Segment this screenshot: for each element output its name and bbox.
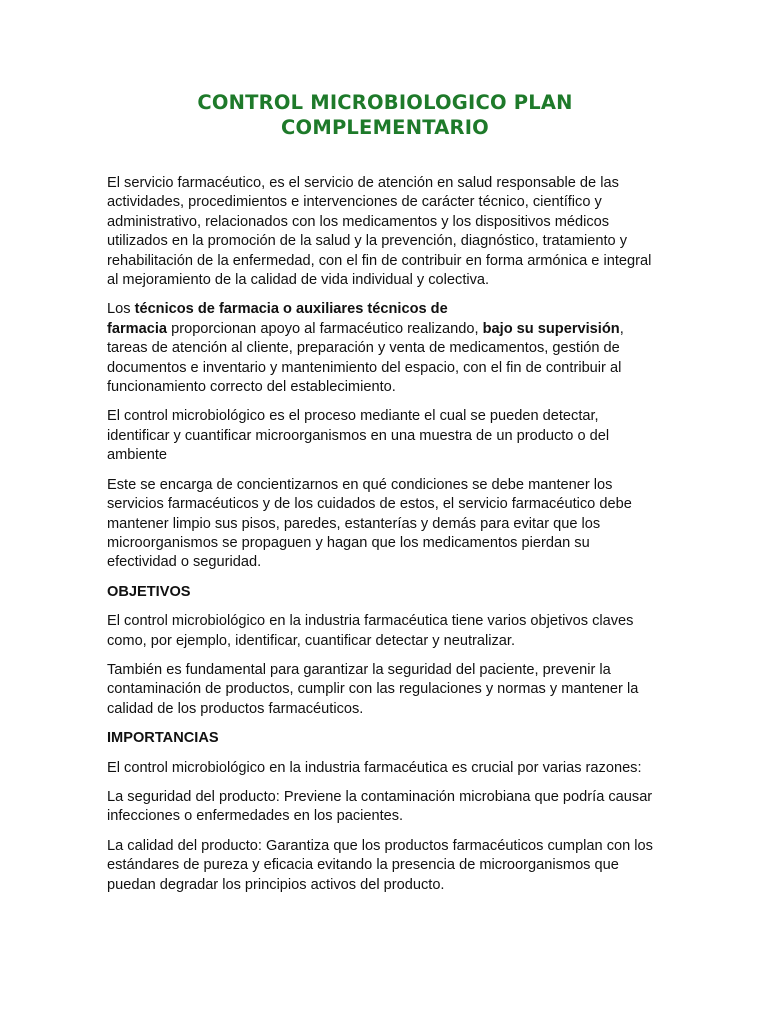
paragraph-concientizar: Este se encarga de concientizarnos en qué condiciones se debe mantener los servicios farmacéuticos y de los cuidados de estos, el servicio farmacéutico debe mantener limpio sus pisos, paredes, estanterías y demás para evitar que los microorganismos se propaguen y hagan que los medicamentos pierdan su efectividad o seguridad. <box>107 476 632 571</box>
document-title <box>107 90 663 140</box>
paragraph-objetivos-claves: El control microbiológico en la industria farmacéutica tiene varios objetivos claves como, por ejemplo, identificar, cuantificar detectar y neutralizar. <box>107 613 634 649</box>
paragraph-servicio-farmaceutico: El servicio farmacéutico, es el servicio de atención en salud responsable de las actividades, procedimientos e intervenciones de carácter técnico, científico y administrativo, relacionados con los medicamentos y los dispositivos médicos utilizados en la promoción de la salud y la prevención, diagnóstico, tratamiento y rehabilitación de la enfermedad, con el fin de contribuir en forma armónica e integral al mejoramiento de la calidad de vida individual y colectiva. <box>107 175 652 289</box>
heading-importancias: IMPORTANCIAS <box>107 730 219 747</box>
title-line-1: CONTROL MICROBIOLOGICO PLAN <box>197 91 573 114</box>
para2-prefix: Los <box>107 301 135 318</box>
para2-middle: proporcionan apoyo al farmacéutico realizando, <box>167 320 483 337</box>
paragraph-crucial: El control microbiológico en la industria farmacéutica es crucial por varias razones: <box>107 759 642 776</box>
paragraph-seguridad-producto: La seguridad del producto: Previene la contaminación microbiana que podría causar infecciones o enfermedades en los pacientes. <box>107 788 653 825</box>
paragraph-calidad-producto: La calidad del producto: Garantiza que los productos farmacéuticos cumplan con los estándares de pureza y eficacia evitando la presencia de microorganismos que puedan degradar los principios activos del producto. <box>107 837 653 893</box>
para2-bold-tecnicos: técnicos de farmacia o auxiliares técnicos de <box>134 301 448 318</box>
para2-suffix: , tareas de atención al cliente, preparación y venta de medicamentos, gestión de documentos e inventario y mantenimiento del espacio, con el fin de contribuir al funcionamiento correcto del establecimiento. <box>107 320 624 396</box>
paragraph-control-definicion: El control microbiológico es el proceso mediante el cual se pueden detectar, identificar y cuantificar microorganismos en una muestra de un producto o del ambiente <box>107 408 610 464</box>
heading-objetivos: OBJETIVOS <box>107 583 191 600</box>
para2-bold-farmacia: farmacia <box>107 320 168 337</box>
title-line-2: COMPLEMENTARIO <box>281 116 489 139</box>
para2-bold-supervision: bajo su supervisión <box>482 320 620 337</box>
paragraph-seguridad-paciente: También es fundamental para garantizar la seguridad del paciente, prevenir la contaminación de productos, cumplir con las regulaciones y normas y mantener la calidad de los productos farmacéuticos. <box>107 661 639 717</box>
paragraph-tecnicos-farmacia <box>107 300 663 397</box>
document-page <box>107 90 663 905</box>
